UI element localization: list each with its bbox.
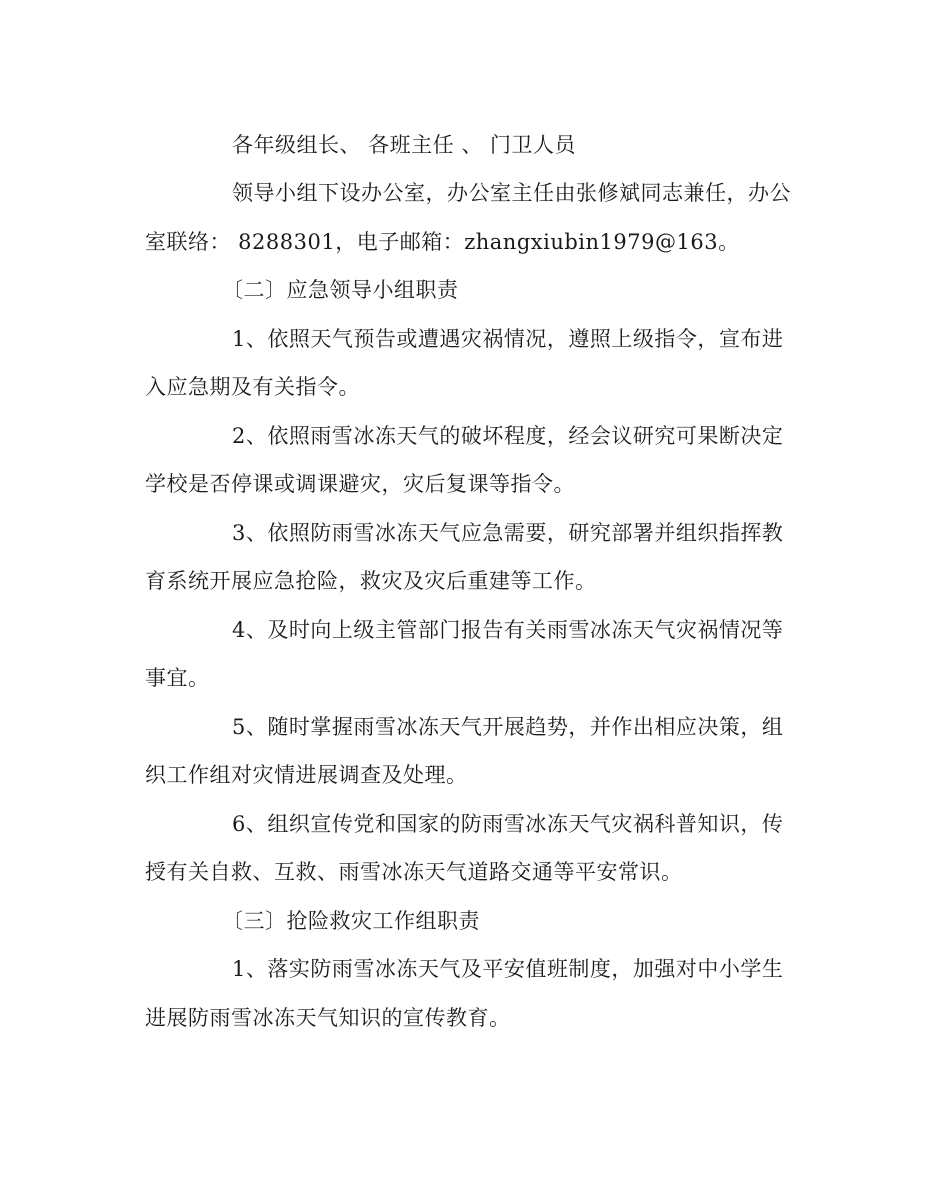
rescue-item-1-cont: 进展防雨雪冰冻天气知识的宣传教育。 (145, 1006, 511, 1030)
contact-line: 室联络： 8288301，电子邮箱：zhangxiubin1979@163。 (145, 230, 740, 254)
duty-item-2-cont: 学校是否停课或调课避灾，灾后复课等指令。 (145, 472, 575, 496)
duty-item-5-cont: 织工作组对灾情进展调查及处理。 (145, 763, 468, 787)
duty-item-3: 3、依照防雨雪冰冻天气应急需要，研究部署并组织指挥教 (232, 521, 784, 545)
duty-item-2: 2、依照雨雪冰冻天气的破坏程度，经会议研究可果断决定 (232, 424, 784, 448)
duty-item-4-cont: 事宜。 (145, 666, 210, 690)
duty-item-1-cont: 入应急期及有关指令。 (145, 375, 360, 399)
office-info-line: 领导小组下设办公室，办公室主任由张修斌同志兼任，办公 (232, 181, 791, 205)
duty-item-3-cont: 育系统开展应急抢险，救灾及灾后重建等工作。 (145, 569, 597, 593)
section-heading-3: 〔三〕抢险救灾工作组职责 (222, 909, 480, 933)
rescue-item-1: 1、落实防雨雪冰冻天气及平安值班制度，加强对中小学生 (232, 957, 784, 981)
duty-item-4: 4、及时向上级主管部门报告有关雨雪冰冻天气灾祸情况等 (232, 618, 784, 642)
duty-item-5: 5、随时掌握雨雪冰冻天气开展趋势，并作出相应决策，组 (232, 715, 784, 739)
duty-item-6: 6、组织宣传党和国家的防雨雪冰冻天气灾祸科普知识，传 (232, 812, 784, 836)
duty-item-6-cont: 授有关自救、互救、雨雪冰冻天气道路交通等平安常识。 (145, 860, 683, 884)
section-heading-2: 〔二〕应急领导小组职责 (222, 278, 459, 302)
staff-list-line: 各年级组长、 各班主任 、 门卫人员 (232, 133, 577, 157)
duty-item-1: 1、依照天气预告或遭遇灾祸情况，遵照上级指令，宣布进 (232, 327, 784, 351)
